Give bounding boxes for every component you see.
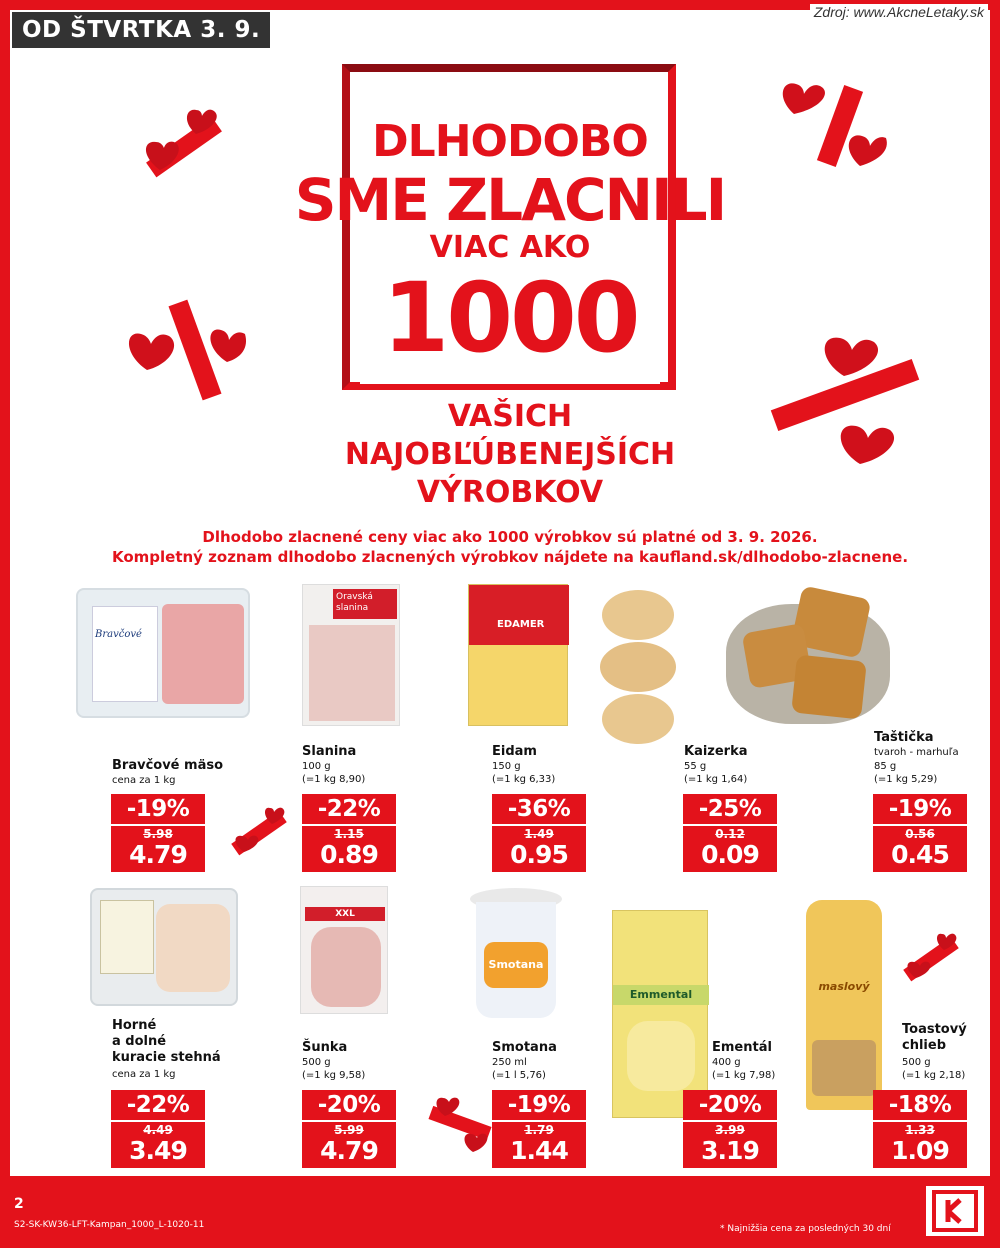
product-detail: tvaroh - marhuľa (874, 747, 959, 758)
product-name-line: a dolné (112, 1034, 167, 1049)
product-name (112, 1018, 221, 1066)
percent-heart-icon (130, 100, 230, 190)
sandwich (812, 1040, 876, 1096)
percent-heart-icon (425, 1088, 495, 1158)
discount-badge: -18% (873, 1090, 967, 1120)
headline-line-3: VIAC AKO (429, 230, 591, 265)
price-tag[interactable] (302, 794, 396, 872)
product-name-line: kuracie stehná (112, 1050, 221, 1065)
product-image-eidam[interactable] (468, 584, 568, 726)
toast-label-text: maslový (818, 980, 870, 993)
old-price: 5.98 (143, 827, 173, 841)
subheadline-line-1: VAŠICH (447, 399, 573, 434)
product-detail: cena za 1 kg (112, 1069, 176, 1080)
product-name: Taštička (874, 730, 934, 745)
new-price: 0.95 (510, 840, 568, 869)
discount-badge: -19% (111, 794, 205, 824)
product-name: Ementál (712, 1040, 772, 1055)
product-detail: (=1 kg 1,64) (684, 774, 748, 785)
percent-heart-icon (226, 800, 292, 866)
roll (600, 642, 676, 692)
product-name: Bravčové mäso (112, 758, 224, 773)
info-line-2: Kompletný zoznam dlhodobo zlacnených výrobkov nájdete na kaufland.sk/dlhodobo-zlacnene. (111, 548, 909, 566)
old-price: 1.15 (334, 827, 364, 841)
product-image-pork[interactable] (76, 588, 250, 718)
product-detail: (=1 kg 8,90) (302, 774, 366, 785)
product-name: Slanina (302, 744, 357, 759)
product-detail: (=1 kg 7,98) (712, 1070, 776, 1081)
cup-body (476, 902, 556, 1018)
product-image-kaizerka[interactable] (598, 590, 680, 750)
new-price: 3.49 (129, 1136, 187, 1165)
pork-label-text: Bravčové (95, 629, 142, 640)
price-tag[interactable] (111, 1090, 205, 1168)
product-image-bacon[interactable] (302, 584, 400, 726)
footer-code: S2-SK-KW36-LFT-Kampan_1000_L-1020-11 (14, 1220, 205, 1230)
product-detail: 55 g (684, 761, 707, 772)
headline-number: 1000 (382, 262, 638, 374)
subheadline-line-2: NAJOBĽÚBENEJŠÍCH (344, 437, 676, 472)
product-image-chicken[interactable] (90, 888, 238, 1006)
old-price: 1.33 (905, 1123, 935, 1137)
product-image-toast[interactable] (806, 900, 882, 1110)
info-line-1: Dlhodobo zlacnené ceny viac ako 1000 výrobkov sú platné od 3. 9. 2026. (202, 528, 818, 546)
discount-badge: -22% (111, 1090, 205, 1120)
product-image-smotana[interactable] (468, 888, 564, 1022)
product-name-line: chlieb (902, 1038, 946, 1053)
new-price: 1.44 (510, 1136, 568, 1165)
discount-badge: -22% (302, 794, 396, 824)
product-detail: 400 g (712, 1057, 741, 1068)
product-detail: 500 g (302, 1057, 331, 1068)
old-price: 4.49 (143, 1123, 173, 1137)
new-price: 4.79 (129, 840, 187, 869)
bacon-slices (309, 625, 395, 721)
roll (602, 694, 674, 744)
new-price: 3.19 (701, 1136, 759, 1165)
page-number: 2 (14, 1196, 24, 1212)
price-tag[interactable] (492, 794, 586, 872)
percent-heart-icon (898, 926, 964, 992)
product-detail: cena za 1 kg (112, 775, 176, 786)
cheese (627, 1021, 695, 1091)
ham-slices (311, 927, 381, 1007)
product-detail: 150 g (492, 761, 521, 772)
price-tag[interactable] (873, 1090, 967, 1168)
discount-badge: -25% (683, 794, 777, 824)
discount-badge: -36% (492, 794, 586, 824)
product-detail: 100 g (302, 761, 331, 772)
old-price: 3.99 (715, 1123, 745, 1137)
headline-line-1: DLHODOBO (372, 116, 648, 167)
new-price: 0.45 (891, 840, 949, 869)
price-tag[interactable] (111, 794, 205, 872)
eidam-pack-top (469, 585, 569, 645)
smotana-label-text: Smotana (484, 942, 548, 988)
price-tag[interactable] (683, 794, 777, 872)
product-detail: (=1 kg 2,18) (902, 1070, 966, 1081)
discount-badge: -19% (492, 1090, 586, 1120)
footer-note: * Najnižšia cena za posledných 30 dní (720, 1224, 891, 1234)
product-name-line: Horné (112, 1018, 157, 1033)
old-price: 0.56 (905, 827, 935, 841)
kaufland-logo-icon (926, 1186, 984, 1236)
old-price: 0.12 (715, 827, 745, 841)
old-price: 1.49 (524, 827, 554, 841)
roll (602, 590, 674, 640)
subheadline-line-3: VÝROBKOV (416, 475, 604, 510)
product-image-emental[interactable] (612, 910, 708, 1118)
price-tag[interactable] (492, 1090, 586, 1168)
discount-badge: -20% (302, 1090, 396, 1120)
pork-label (92, 606, 158, 702)
new-price: 1.09 (891, 1136, 949, 1165)
old-price: 1.79 (524, 1123, 554, 1137)
discount-badge: -20% (683, 1090, 777, 1120)
product-name: Šunka (302, 1040, 348, 1055)
product-detail: (=1 kg 5,29) (874, 774, 938, 785)
product-name-line: Toastový (902, 1022, 967, 1037)
product-name (902, 1022, 967, 1054)
price-tag[interactable] (302, 1090, 396, 1168)
eidam-label-text: EDAMER (497, 619, 545, 630)
bacon-label-text: Oravská slanina (333, 589, 397, 619)
date-tag: OD ŠTVRTKA 3. 9. (12, 12, 270, 48)
product-detail: (=1 l 5,76) (492, 1070, 546, 1081)
kaufland-logo[interactable] (926, 1186, 984, 1236)
product-detail: (=1 kg 9,58) (302, 1070, 366, 1081)
product-detail: 250 ml (492, 1057, 527, 1068)
subheadline (300, 398, 720, 512)
source-label[interactable]: Zdroj: www.AkcneLetaky.sk (810, 4, 988, 20)
percent-heart-icon (760, 320, 930, 470)
product-name: Smotana (492, 1040, 557, 1055)
sunka-label-text: XXL (305, 907, 385, 921)
product-detail: 500 g (902, 1057, 931, 1068)
product-image-sunka[interactable] (300, 886, 388, 1014)
new-price: 0.89 (320, 840, 378, 869)
chicken-label (100, 900, 154, 974)
chicken-meat (156, 904, 230, 992)
emental-label-text: Emmental (613, 985, 709, 1005)
product-detail: 85 g (874, 761, 897, 772)
percent-heart-icon (115, 290, 250, 410)
new-price: 0.09 (701, 840, 759, 869)
old-price: 5.99 (334, 1123, 364, 1137)
price-tag[interactable] (683, 1090, 777, 1168)
new-price: 4.79 (320, 1136, 378, 1165)
pork-meat (162, 604, 244, 704)
headline-line-2: SME ZLACNILI (294, 166, 726, 234)
product-detail: (=1 kg 6,33) (492, 774, 556, 785)
price-tag[interactable] (873, 794, 967, 872)
product-name: Eidam (492, 744, 537, 759)
percent-heart-icon (770, 70, 890, 180)
product-image-tasticka[interactable] (720, 584, 896, 734)
product-name: Kaizerka (684, 744, 748, 759)
discount-badge: -19% (873, 794, 967, 824)
pastry (791, 655, 867, 720)
